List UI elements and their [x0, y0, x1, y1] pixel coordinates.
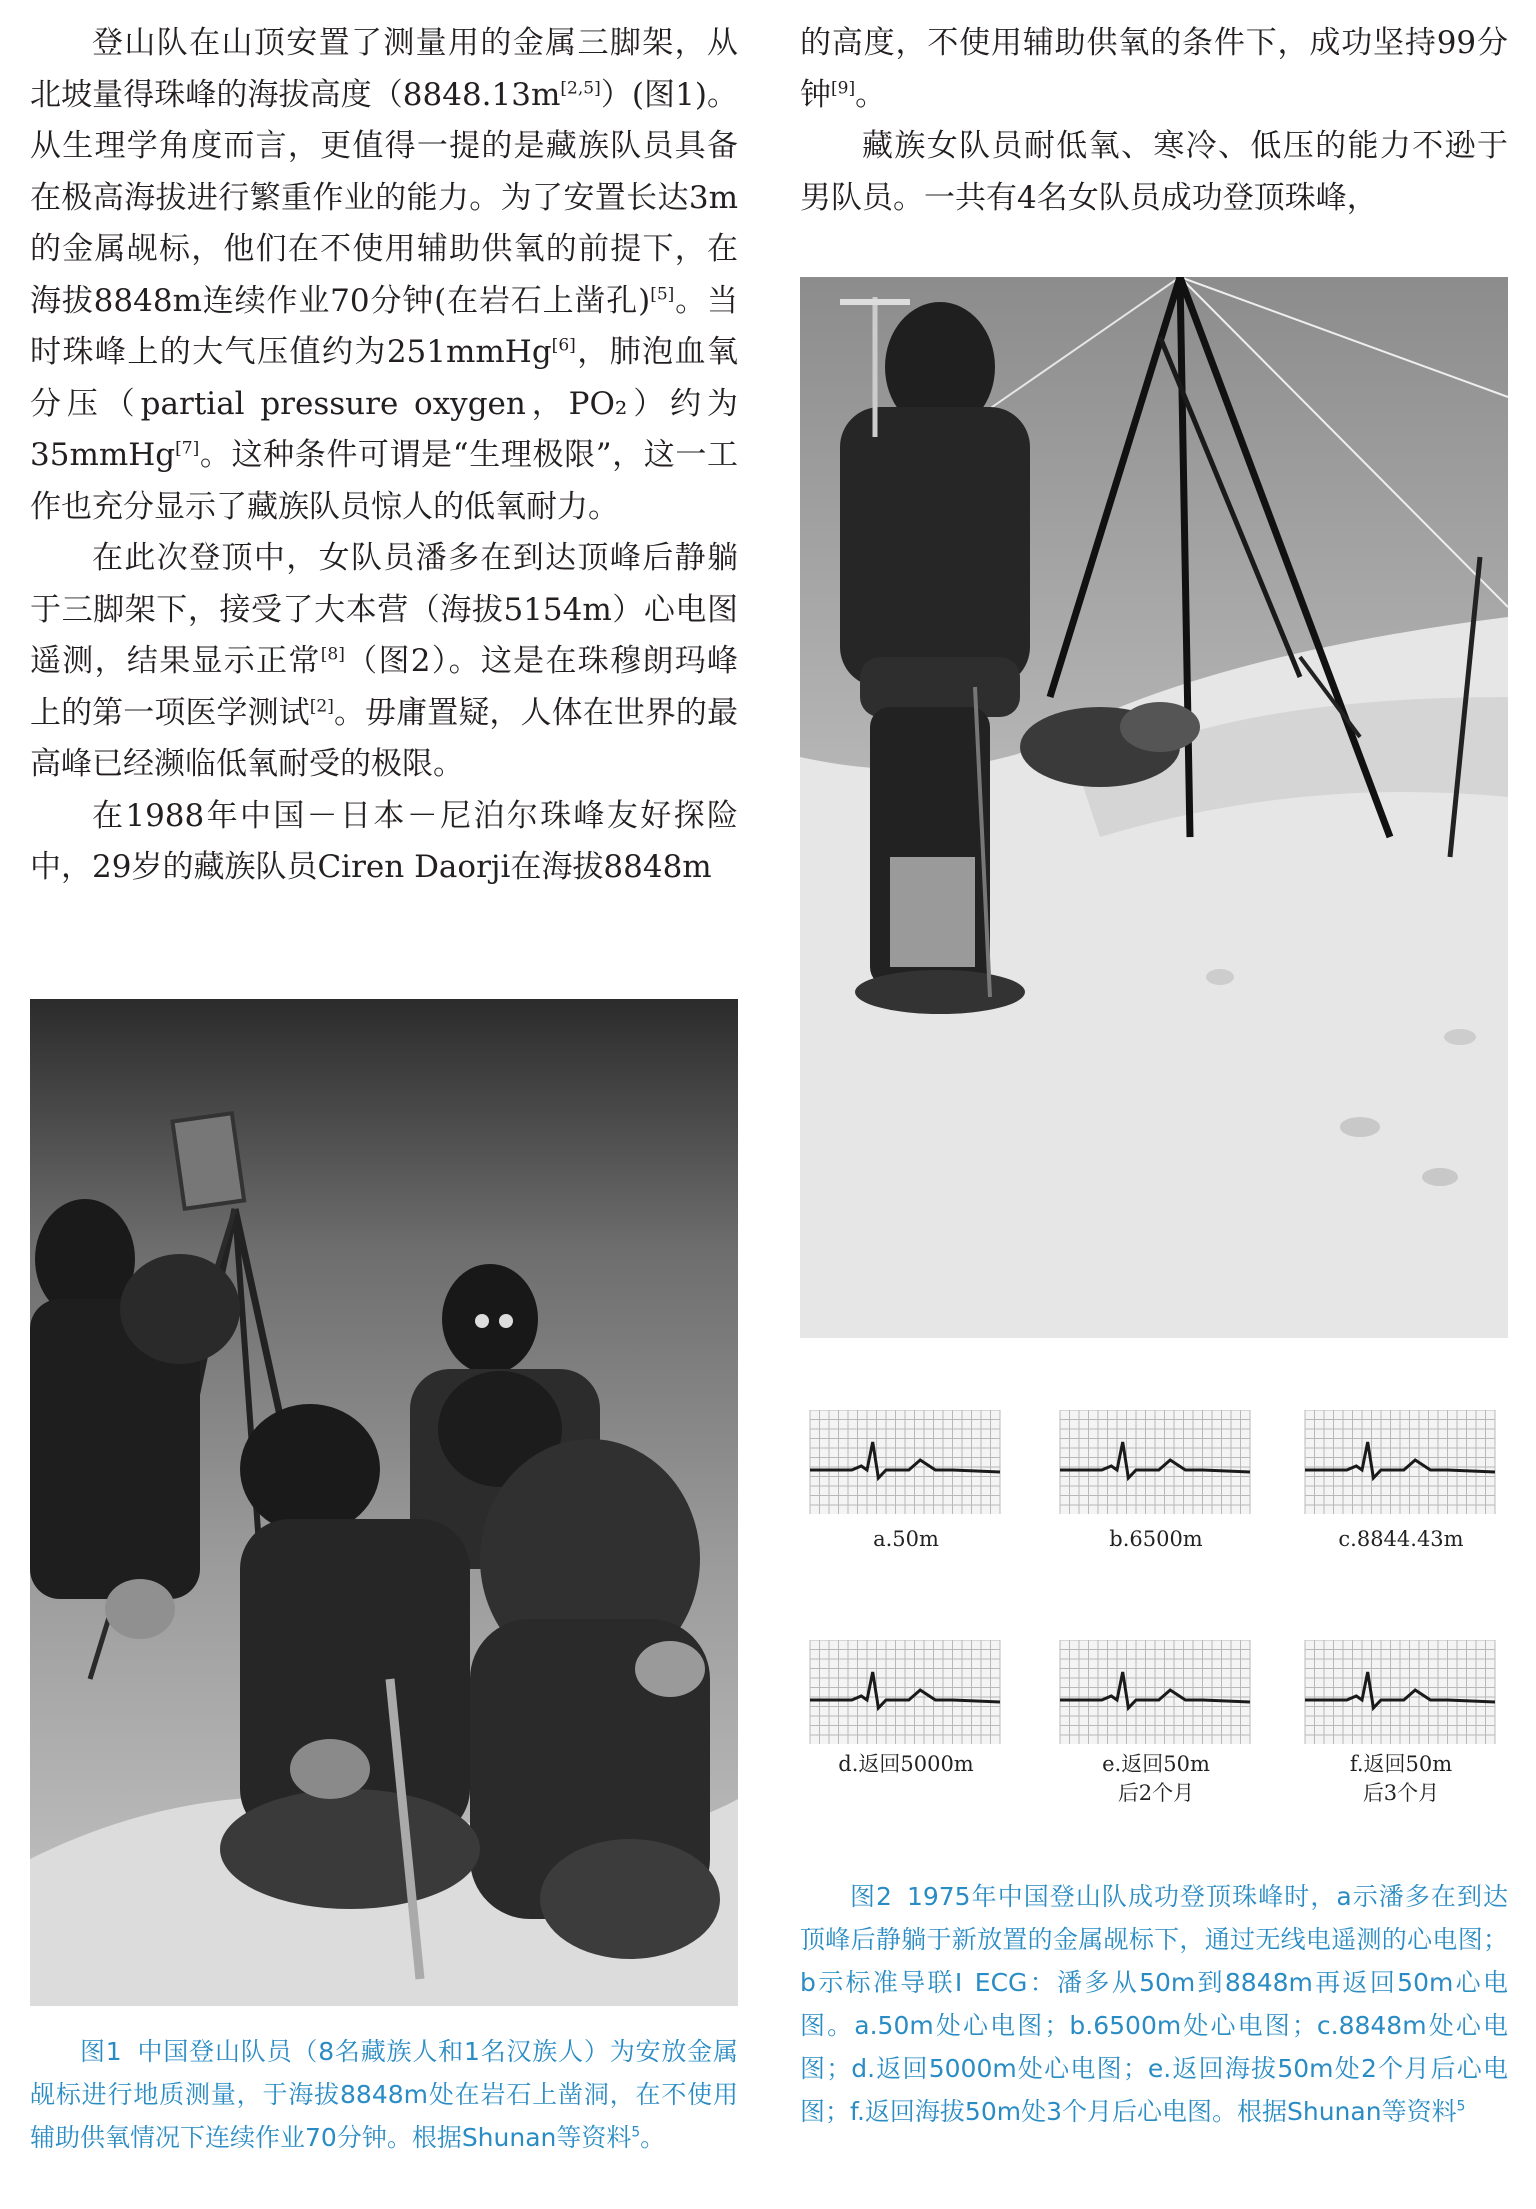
figure2-photo — [800, 277, 1508, 1338]
paragraph-ecg-test — [30, 533, 738, 791]
ecg-label-b: b.6500m — [1109, 1527, 1203, 1551]
paragraph-text: 。毋庸置疑，人体在世界的最高峰已经濒临低氧耐受的极限。 — [30, 694, 739, 782]
citation-ref: [2] — [309, 696, 334, 717]
paragraph-text: （图2）。这是在珠穆朗玛峰上的第一项医学测试 — [30, 643, 738, 731]
figure2-caption-text: 1975年中国登山队成功登顶珠峰时，a示潘多在到达顶峰后静躺于新放置的金属觇标下，通过无线电遥测的心电图；b示标准导联Ⅰ ECG：潘多从50m到8848m再返回50m心电图。a.50m处心电图；b.6500m处心电图；c.8848m处心电图；d.返回5000m处心电图；e.返回海拔50m处2个月后心电图；f.返回海拔50m处3个月后心电图。根据Shunan等资料 — [800, 1882, 1509, 2126]
paragraph-text: ）(图1)。从生理学角度而言，更值得一提的是藏族队员具备在极高海拔进行繁重作业的能力。为了安置长达3m的金属觇标，他们在不使用辅助供氧的前提下，在海拔8848m连续作业70分钟(在岩石上凿孔) — [30, 76, 738, 319]
citation-ref: [6] — [551, 335, 576, 356]
summit-survey-photo — [30, 999, 738, 2006]
citation-ref: [9] — [831, 78, 856, 99]
ecg-trace-e — [1050, 1640, 1262, 1750]
paragraph-female-members — [800, 121, 1508, 224]
ecg-trace-b — [1050, 1410, 1262, 1520]
figure1-caption-ref: 5 — [631, 2124, 641, 2141]
ecg-trace-d — [800, 1640, 1012, 1750]
figure1-photo — [30, 999, 738, 2006]
ecg-label-d: d.返回5000m — [838, 1752, 974, 1776]
ecg-label-c: c.8844.43m — [1338, 1527, 1464, 1551]
left-text-column — [30, 18, 738, 894]
paragraph-text: 。 — [855, 76, 887, 113]
right-text-column — [800, 18, 1508, 224]
figure1-number: 图1 — [80, 2037, 122, 2066]
paragraph-text: 藏族女队员耐低氧、寒冷、低压的能力不逊于男队员。一共有4名女队员成功登顶珠峰， — [800, 128, 1508, 216]
figure2-caption — [800, 1875, 1508, 2133]
figure2-number: 图2 — [850, 1882, 892, 1911]
paragraph-text: 登山队在山顶安置了测量用的金属三脚架，从北坡量得珠峰的海拔高度（8848.13m — [30, 25, 738, 113]
paragraph-text: 。当时珠峰上的大气压值约为251mmHg — [30, 282, 739, 370]
figure1-caption-text: 中国登山队员（8名藏族人和1名汉族人）为安放金属觇标进行地质测量，于海拔8848m处在岩石上凿洞，在不使用辅助供氧情况下连续作业70分钟。根据Shunan等资料 — [30, 2037, 738, 2152]
paragraph-continuation — [800, 18, 1508, 121]
ecg-label-a: a.50m — [873, 1527, 939, 1551]
ecg-panels — [800, 1390, 1508, 1860]
paragraph-text: 在1988年中国－日本－尼泊尔珠峰友好探险中，29岁的藏族队员Ciren Daorji在海拔8848m — [30, 797, 738, 885]
paragraph-survey — [30, 18, 738, 533]
ecg-trace-a — [800, 1410, 1012, 1520]
paragraph-text: 在此次登顶中，女队员潘多在到达顶峰后静躺于三脚架下，接受了大本营（海拔5154m）心电图遥测，结果显示正常 — [30, 540, 738, 679]
ecg-trace-f — [1295, 1640, 1507, 1750]
citation-ref: [7] — [175, 438, 200, 459]
paragraph-1988-expedition — [30, 791, 738, 894]
figure1-caption: 图1 中国登山队员（8名藏族人和1名汉族人）为安放金属觇标进行地质测量，于海拔8848m处在岩石上凿洞，在不使用辅助供氧情况下连续作业70分钟。根据Shunan等资料$^5$。 — [30, 2037, 738, 2152]
ecg-label-e: e.返回50m 后2个月 — [1102, 1752, 1210, 1805]
paragraph-text: 。这种条件可谓是“生理极限”，这一工作也充分显示了藏族队员惊人的低氧耐力。 — [30, 437, 738, 525]
figure2-caption-ref: 5 — [1456, 2098, 1466, 2115]
ecg-trace-c — [1295, 1410, 1507, 1520]
citation-ref: [2,5] — [560, 78, 601, 99]
paragraph-text: ，肺泡血氧分压（partial pressure oxygen，PO₂）约为35mmHg — [30, 334, 738, 473]
citation-ref: [5] — [650, 284, 675, 305]
citation-ref: [8] — [320, 644, 345, 665]
paragraph-text: 的高度，不使用辅助供氧的条件下，成功坚持99分钟 — [800, 25, 1508, 113]
ecg-label-f: f.返回50m 后3个月 — [1349, 1752, 1453, 1805]
summit-ecg-photo — [800, 277, 1508, 1338]
